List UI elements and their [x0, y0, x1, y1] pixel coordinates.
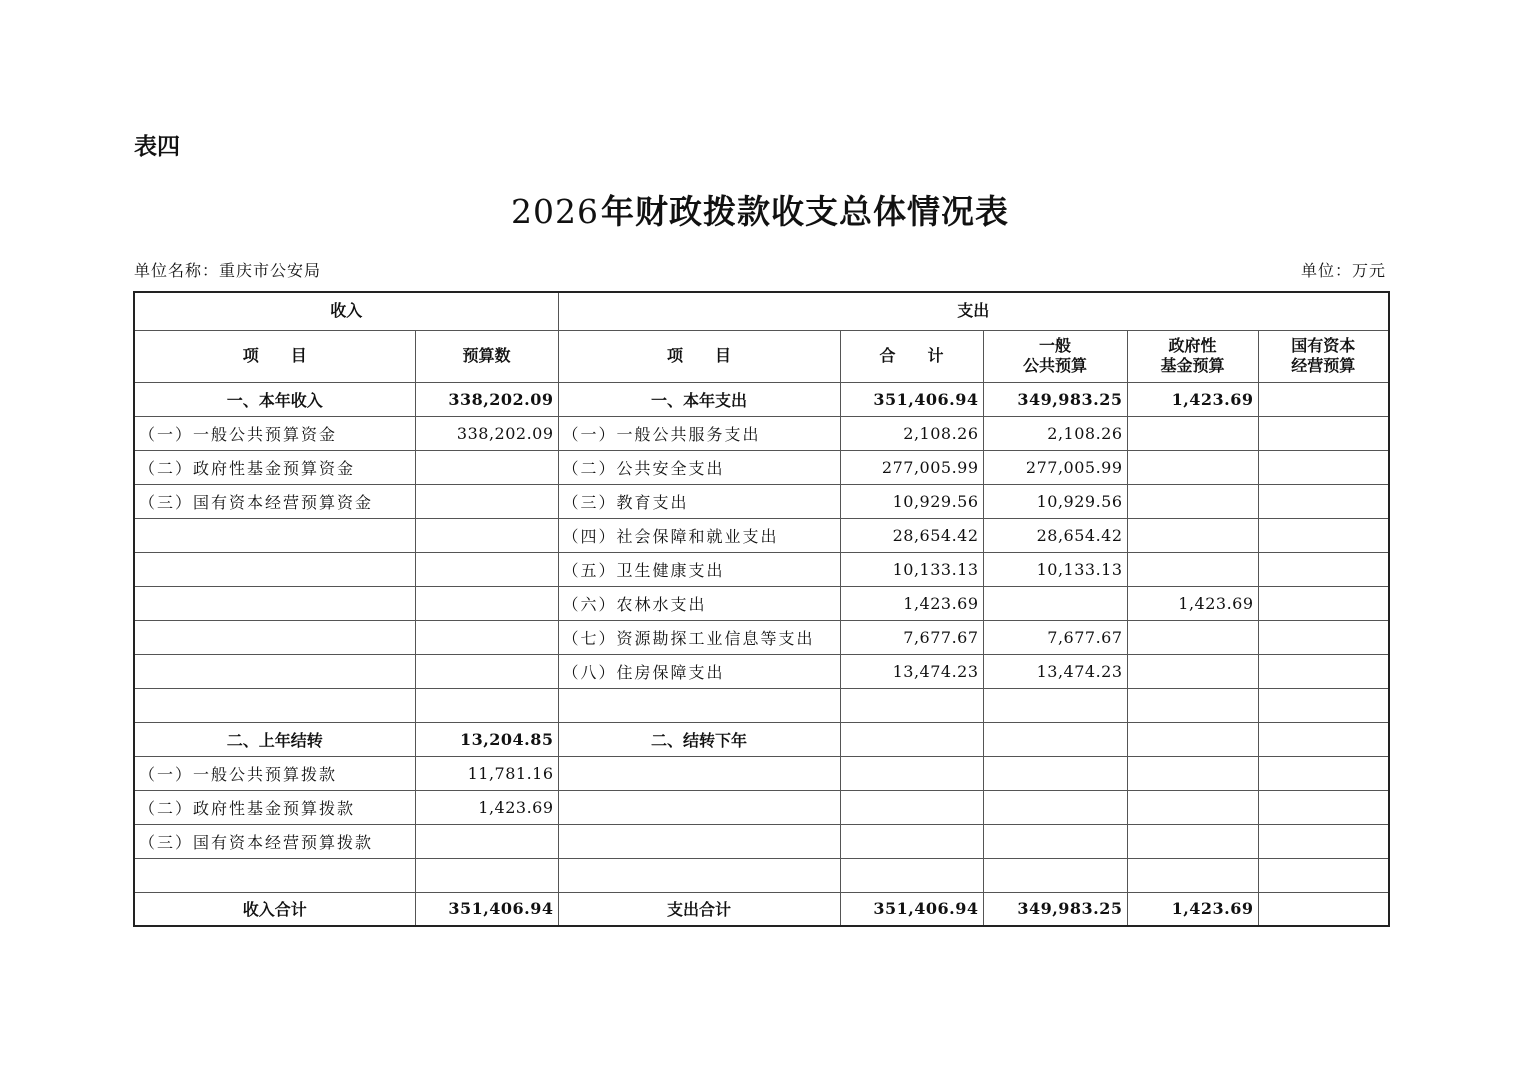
income-item-cell: [134, 858, 415, 892]
expense-total-cell: 28,654.42: [840, 518, 983, 552]
expense-item-cell: （六）农林水支出: [558, 586, 840, 620]
header-income: 收入: [134, 292, 558, 330]
table-row: [134, 518, 1389, 552]
expense-item-cell: （五）卫生健康支出: [558, 552, 840, 586]
table-row: [134, 416, 1389, 450]
expense-soe-cell: [1258, 620, 1389, 654]
header-expense: 支出: [558, 292, 1389, 330]
income-budget-cell: [415, 586, 558, 620]
header-general-line1: 一般: [1039, 336, 1072, 355]
header-general-budget: [983, 330, 1127, 382]
expense-item-cell: （八）住房保障支出: [558, 654, 840, 688]
income-item-cell: [134, 552, 415, 586]
expense-general-cell: 349,983.25: [983, 382, 1127, 416]
income-item-cell: [134, 518, 415, 552]
expense-item-cell: [558, 756, 840, 790]
table-row: [134, 450, 1389, 484]
expense-fund-cell: [1127, 858, 1258, 892]
income-item-cell: [134, 586, 415, 620]
expense-soe-cell: [1258, 722, 1389, 756]
expense-fund-cell: 1,423.69: [1127, 892, 1258, 926]
expense-item-cell: 二、结转下年: [558, 722, 840, 756]
expense-general-cell: 277,005.99: [983, 450, 1127, 484]
expense-general-cell: 10,929.56: [983, 484, 1127, 518]
expense-item-cell: 支出合计: [558, 892, 840, 926]
income-budget-cell: [415, 620, 558, 654]
expense-fund-cell: 1,423.69: [1127, 382, 1258, 416]
income-budget-cell: 338,202.09: [415, 416, 558, 450]
income-item-cell: 二、上年结转: [134, 722, 415, 756]
expense-item-cell: [558, 858, 840, 892]
income-budget-cell: [415, 688, 558, 722]
income-budget-cell: [415, 552, 558, 586]
table-row: [134, 484, 1389, 518]
expense-general-cell: [983, 722, 1127, 756]
expense-general-cell: 28,654.42: [983, 518, 1127, 552]
expense-soe-cell: [1258, 382, 1389, 416]
table-row: [134, 756, 1389, 790]
expense-general-cell: 10,133.13: [983, 552, 1127, 586]
expense-item-cell: （二）公共安全支出: [558, 450, 840, 484]
income-item-cell: [134, 654, 415, 688]
expense-fund-cell: [1127, 552, 1258, 586]
expense-fund-cell: [1127, 756, 1258, 790]
table-row: [134, 824, 1389, 858]
table-section-row: [134, 722, 1389, 756]
header-fund-line2: 基金预算: [1160, 356, 1225, 375]
expense-item-cell: [558, 790, 840, 824]
income-budget-cell: [415, 858, 558, 892]
income-budget-cell: [415, 484, 558, 518]
expense-fund-cell: [1127, 518, 1258, 552]
header-income-item: 项 目: [134, 330, 415, 382]
title-year: 2026: [511, 192, 599, 231]
expense-total-cell: 7,677.67: [840, 620, 983, 654]
expense-general-cell: [983, 790, 1127, 824]
expense-general-cell: 7,677.67: [983, 620, 1127, 654]
finance-table: [133, 291, 1390, 927]
expense-total-cell: 10,929.56: [840, 484, 983, 518]
expense-general-cell: [983, 824, 1127, 858]
expense-soe-cell: [1258, 552, 1389, 586]
income-item-cell: （三）国有资本经营预算拨款: [134, 824, 415, 858]
expense-total-cell: 351,406.94: [840, 382, 983, 416]
expense-soe-cell: [1258, 416, 1389, 450]
expense-total-cell: 1,423.69: [840, 586, 983, 620]
income-item-cell: [134, 688, 415, 722]
expense-total-cell: 13,474.23: [840, 654, 983, 688]
expense-general-cell: [983, 586, 1127, 620]
header-soe-budget: [1258, 330, 1389, 382]
expense-total-cell: 351,406.94: [840, 892, 983, 926]
unit-name: 单位名称：重庆市公安局: [134, 261, 322, 280]
expense-fund-cell: [1127, 824, 1258, 858]
table-row: [134, 654, 1389, 688]
table-row: [134, 688, 1389, 722]
expense-fund-cell: [1127, 450, 1258, 484]
expense-general-cell: [983, 756, 1127, 790]
header-row-columns: [134, 330, 1389, 382]
table-row: [134, 586, 1389, 620]
income-item-cell: （三）国有资本经营预算资金: [134, 484, 415, 518]
expense-soe-cell: [1258, 586, 1389, 620]
table-number: 表四: [134, 134, 180, 160]
unit-label: 单位：万元: [1300, 261, 1386, 280]
income-budget-cell: [415, 654, 558, 688]
header-budget: 预算数: [415, 330, 558, 382]
table-row: [134, 858, 1389, 892]
income-budget-cell: 11,781.16: [415, 756, 558, 790]
expense-total-cell: [840, 688, 983, 722]
expense-fund-cell: [1127, 654, 1258, 688]
expense-item-cell: （三）教育支出: [558, 484, 840, 518]
income-budget-cell: 1,423.69: [415, 790, 558, 824]
table-row: [134, 620, 1389, 654]
header-fund-budget: [1127, 330, 1258, 382]
expense-fund-cell: [1127, 688, 1258, 722]
expense-total-cell: [840, 790, 983, 824]
expense-total-cell: 2,108.26: [840, 416, 983, 450]
expense-item-cell: [558, 688, 840, 722]
income-item-cell: 一、本年收入: [134, 382, 415, 416]
header-soe-line2: 经营预算: [1291, 356, 1356, 375]
expense-fund-cell: [1127, 416, 1258, 450]
expense-total-cell: [840, 722, 983, 756]
expense-item-cell: （七）资源勘探工业信息等支出: [558, 620, 840, 654]
title-text: 年财政拨款收支总体情况表: [600, 192, 1009, 231]
expense-total-cell: [840, 858, 983, 892]
expense-soe-cell: [1258, 824, 1389, 858]
expense-soe-cell: [1258, 654, 1389, 688]
income-budget-cell: [415, 518, 558, 552]
expense-general-cell: 13,474.23: [983, 654, 1127, 688]
expense-item-cell: 一、本年支出: [558, 382, 840, 416]
expense-soe-cell: [1258, 790, 1389, 824]
header-soe-line1: 国有资本: [1291, 336, 1356, 355]
expense-soe-cell: [1258, 892, 1389, 926]
income-item-cell: [134, 620, 415, 654]
expense-soe-cell: [1258, 756, 1389, 790]
header-row-group: [134, 292, 1389, 330]
income-item-cell: （一）一般公共预算拨款: [134, 756, 415, 790]
table-section-row: [134, 382, 1389, 416]
expense-fund-cell: [1127, 484, 1258, 518]
header-total: 合 计: [840, 330, 983, 382]
expense-general-cell: 349,983.25: [983, 892, 1127, 926]
income-budget-cell: 351,406.94: [415, 892, 558, 926]
expense-total-cell: [840, 756, 983, 790]
expense-fund-cell: [1127, 620, 1258, 654]
expense-total-cell: 277,005.99: [840, 450, 983, 484]
expense-soe-cell: [1258, 858, 1389, 892]
income-item-cell: 收入合计: [134, 892, 415, 926]
header-fund-line1: 政府性: [1168, 336, 1217, 355]
income-item-cell: （二）政府性基金预算资金: [134, 450, 415, 484]
expense-item-cell: （一）一般公共服务支出: [558, 416, 840, 450]
expense-general-cell: [983, 688, 1127, 722]
expense-general-cell: 2,108.26: [983, 416, 1127, 450]
expense-fund-cell: [1127, 790, 1258, 824]
expense-general-cell: [983, 858, 1127, 892]
expense-soe-cell: [1258, 484, 1389, 518]
income-item-cell: （一）一般公共预算资金: [134, 416, 415, 450]
expense-fund-cell: 1,423.69: [1127, 586, 1258, 620]
header-general-line2: 公共预算: [1023, 356, 1088, 375]
income-budget-cell: 338,202.09: [415, 382, 558, 416]
expense-soe-cell: [1258, 688, 1389, 722]
income-budget-cell: 13,204.85: [415, 722, 558, 756]
page-title: [0, 186, 1520, 233]
header-expense-item: 项 目: [558, 330, 840, 382]
expense-item-cell: [558, 824, 840, 858]
table-section-row: [134, 892, 1389, 926]
expense-total-cell: 10,133.13: [840, 552, 983, 586]
expense-fund-cell: [1127, 722, 1258, 756]
income-budget-cell: [415, 824, 558, 858]
income-item-cell: （二）政府性基金预算拨款: [134, 790, 415, 824]
table-row: [134, 790, 1389, 824]
table-row: [134, 552, 1389, 586]
expense-soe-cell: [1258, 450, 1389, 484]
expense-item-cell: （四）社会保障和就业支出: [558, 518, 840, 552]
expense-soe-cell: [1258, 518, 1389, 552]
income-budget-cell: [415, 450, 558, 484]
expense-total-cell: [840, 824, 983, 858]
